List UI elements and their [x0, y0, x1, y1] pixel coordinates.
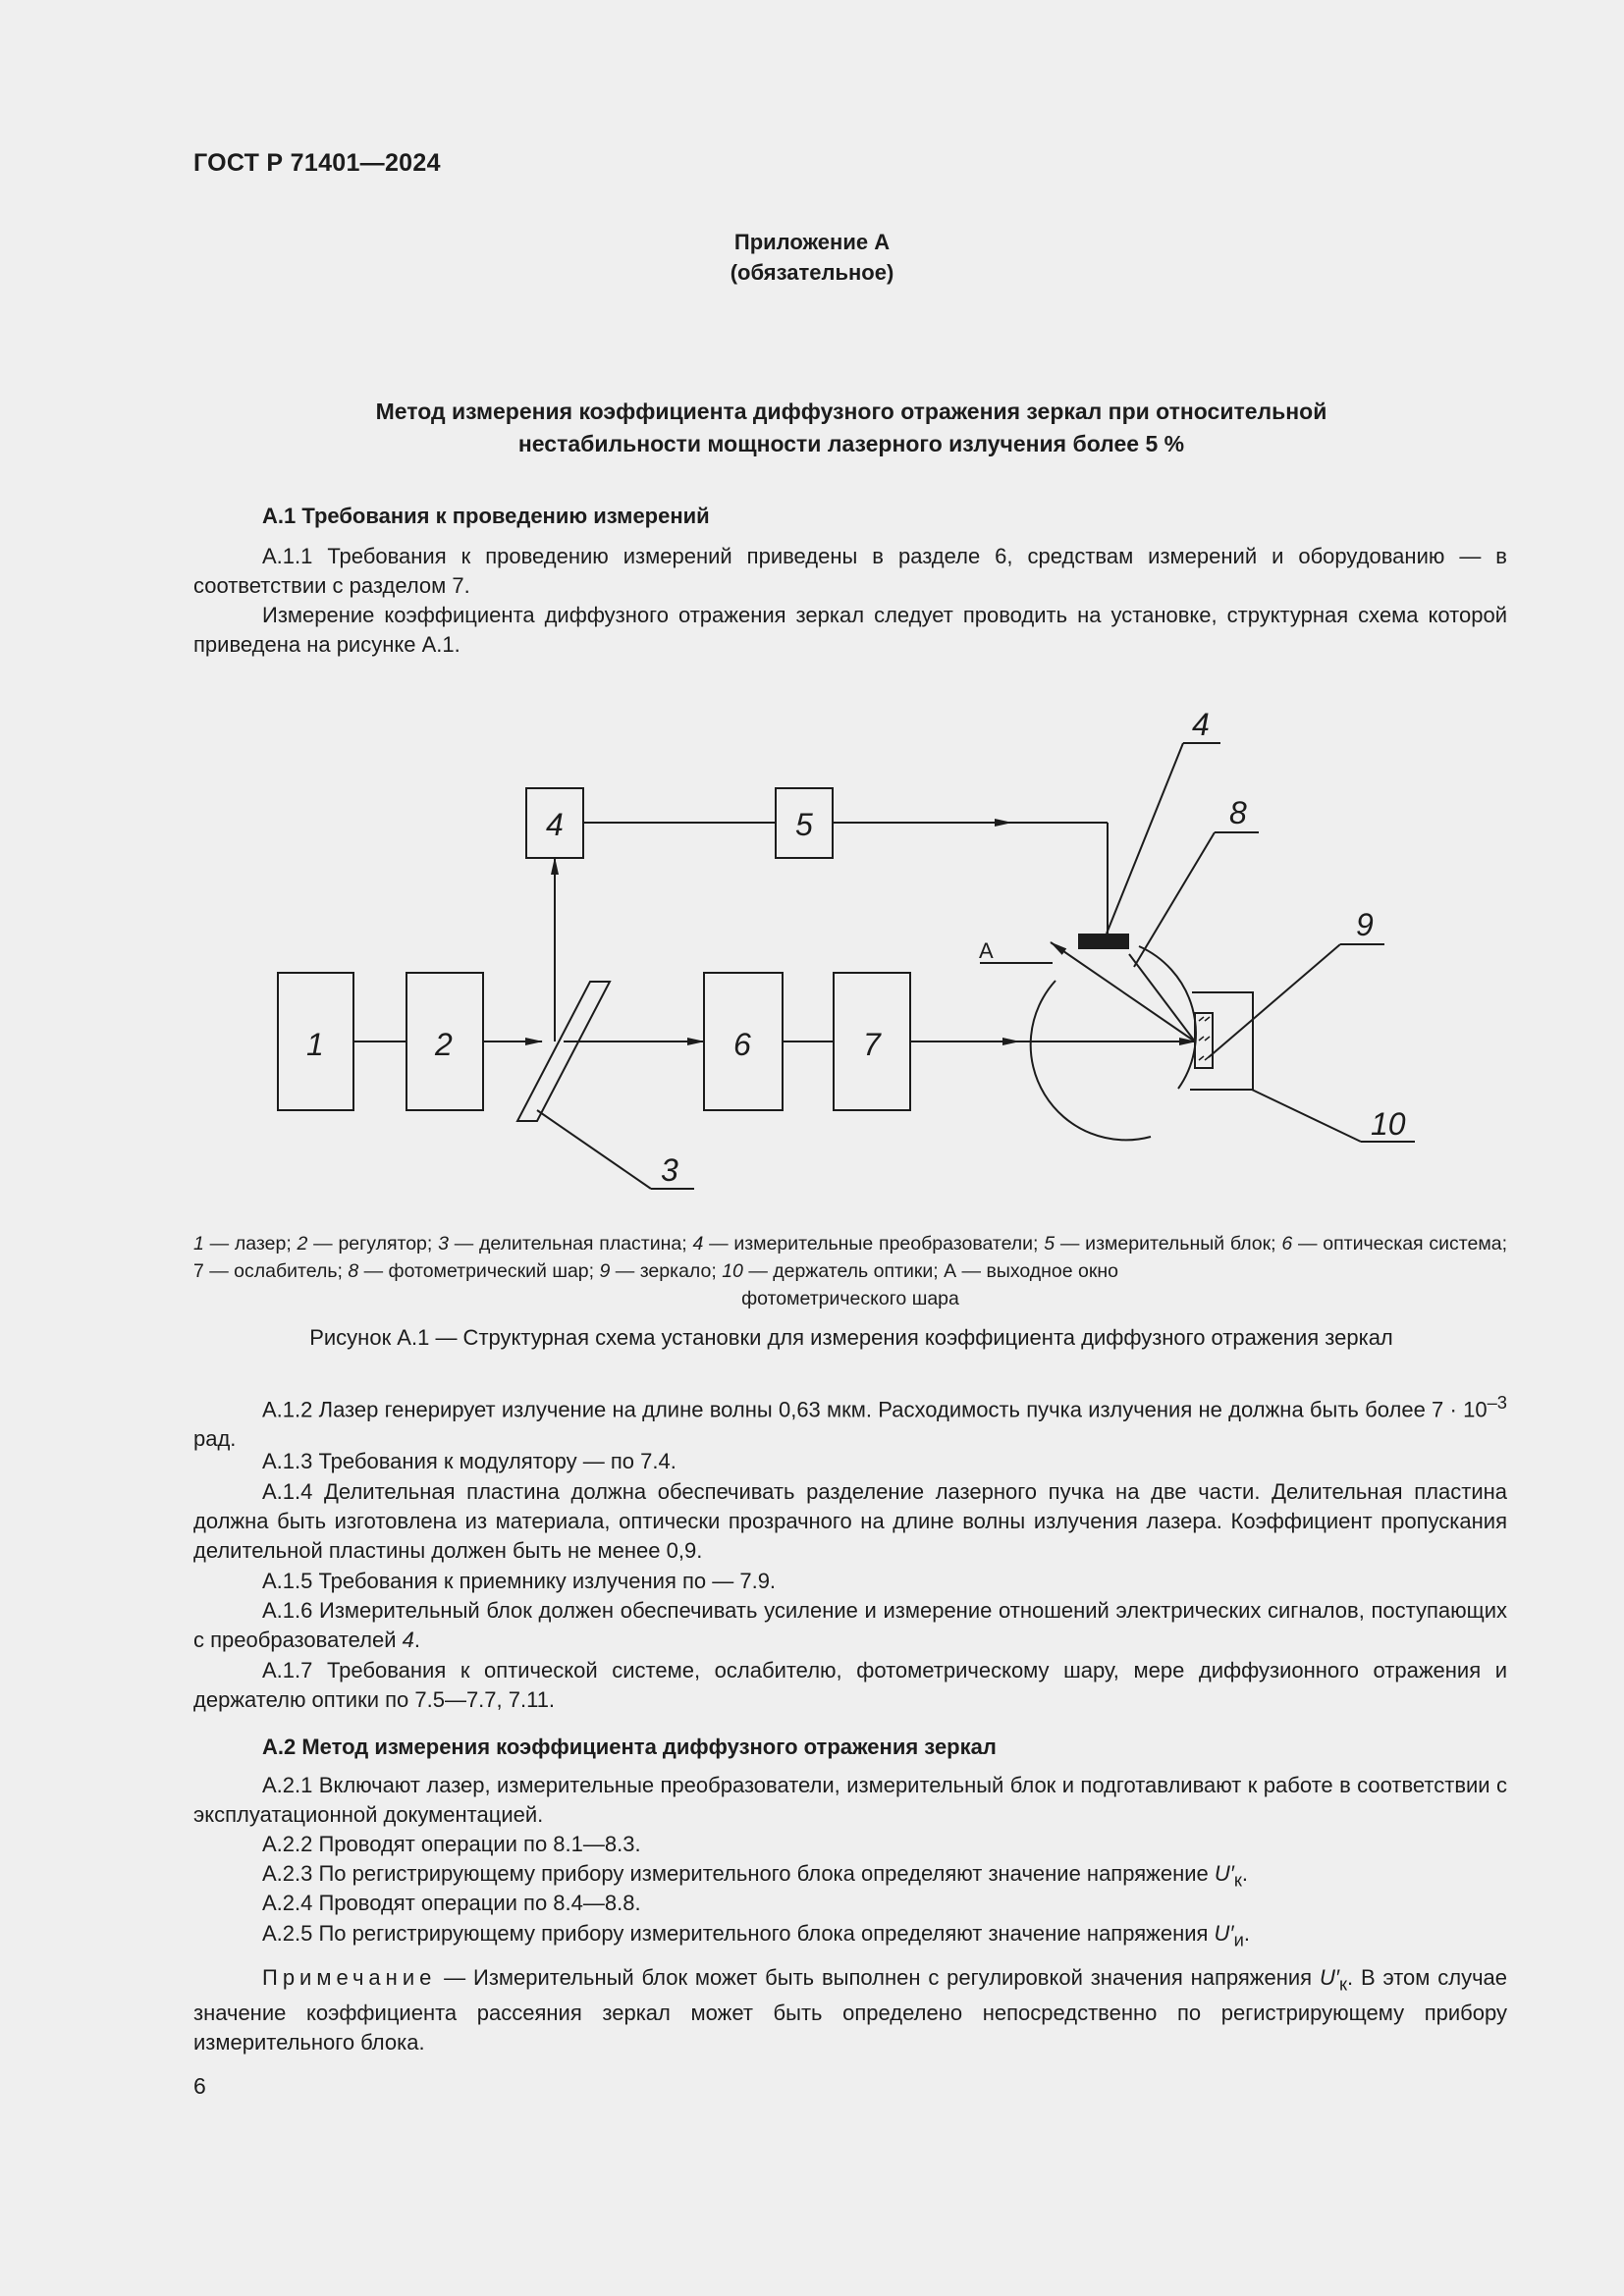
standard-number: ГОСТ Р 71401—2024 — [193, 149, 441, 177]
figure-legend: 1 — лазер; 2 — регулятор; 3 — делительная пластина; 4 — измерительные преобразователи; 5 — измерительный блок; 6 — оптическая система; 7 — ослабитель; 8 — фотометрический шар; 9 — зеркало; 10 — держатель оптики; А — выходное окно фотометрического шара — [193, 1230, 1507, 1312]
optics-holder — [1190, 992, 1253, 1090]
label-9: 9 — [1356, 907, 1374, 942]
label-1: 1 — [306, 1027, 324, 1062]
label-6: 6 — [733, 1027, 751, 1062]
label-4-converter: 4 — [1192, 707, 1210, 742]
figure-title: Рисунок А.1 — Структурная схема установки для измерения коэффициента диффузного отражения зеркал — [309, 1325, 1393, 1350]
paragraph-a25: А.2.5 По регистрирующему прибору измерительного блока определяют значение напряжения $U'_и$. — [262, 1921, 1250, 1950]
paragraph-a17: А.1.7 Требования к оптической системе, ослабителю, фотометрическому шару, мере диффузионного отражения и держателю оптики по 7.5—7.7, 7.11. — [193, 1658, 1507, 1712]
paragraph-a15: А.1.5 Требования к приемнику излучения по — 7.9. — [262, 1569, 777, 1593]
label-window-a: А — [979, 938, 994, 963]
paragraph-a11: А.1.1 Требования к проведению измерений приведены в разделе 6, средствам измерений и оборудованию — в соответствии с разделом 7. — [193, 544, 1507, 598]
measuring-converter — [1078, 934, 1129, 949]
label-5: 5 — [795, 807, 813, 842]
photometric-sphere-upper — [1139, 946, 1196, 1089]
paragraph-a21: А.2.1 Включают лазер, измерительные преобразователи, измерительный блок и подготавливают к работе в соответствии с эксплуатационной документацией. — [193, 1773, 1507, 1827]
paragraph-a13: А.1.3 Требования к модулятору — по 7.4. — [262, 1449, 677, 1473]
mirror — [1195, 1013, 1213, 1068]
paragraph-a12: А.1.2 Лазер генерирует излучение на длине волны 0,63 мкм. Расходимость пучка излучения не должна быть более $7 \cdot 10^{-3}$ рад. — [193, 1392, 1507, 1452]
label-2: 2 — [435, 1027, 453, 1062]
paragraph-a23: А.2.3 По регистрирующему прибору измерительного блока определяют значение напряжение $U'_к$. — [262, 1861, 1249, 1891]
annex-status: (обязательное) — [730, 260, 894, 285]
method-title-line2: нестабильности мощности лазерного излучения более 5 % — [517, 431, 1185, 456]
figure-legend-last-line: фотометрического шара — [741, 1288, 959, 1309]
label-8: 8 — [1229, 795, 1247, 830]
photometric-sphere-lower — [1031, 981, 1151, 1140]
beam-splitter-plate — [517, 982, 610, 1121]
paragraph-a16: А.1.6 Измерительный блок должен обеспечивать усиление и измерение отношений электрических сигналов, поступающих с преобразователей 4. — [193, 1598, 1507, 1652]
section-heading-a1: А.1 Требования к проведению измерений — [262, 504, 710, 528]
paragraph-a11-continued: Измерение коэффициента диффузного отражения зеркал следует проводить на установке, структурная схема которой приведена на рисунке А.1. — [193, 603, 1507, 657]
label-4-block: 4 — [546, 807, 564, 842]
note-label: Примечание — [262, 1965, 437, 1990]
label-3: 3 — [661, 1152, 678, 1188]
paragraph-a22: А.2.2 Проводят операции по 8.1—8.3. — [262, 1832, 641, 1856]
note: Примечание — Измерительный блок может быть выполнен с регулировкой значения напряжения $U'_к$. В этом случае значение коэффициента рассеяния зеркал может быть определено непосредственно по регистрирующему прибору измерительного блока. — [193, 1965, 1508, 2056]
annex-title: Приложение А — [733, 230, 891, 254]
method-title-line1: Метод измерения коэффициента диффузного отражения зеркал при относительной — [375, 399, 1327, 424]
paragraph-a14: А.1.4 Делительная пластина должна обеспечивать разделение лазерного пучка на две части. Делительная пластина должна быть изготовлена из материала, оптически прозрачного на длине волны излучения лазера. Коэффициент пропускания делительной пластины должен быть не менее 0,9. — [193, 1479, 1507, 1563]
paragraph-a24: А.2.4 Проводят операции по 8.4—8.8. — [262, 1891, 641, 1915]
section-heading-a2: А.2 Метод измерения коэффициента диффузного отражения зеркал — [262, 1735, 997, 1759]
label-10: 10 — [1371, 1106, 1406, 1142]
label-7: 7 — [863, 1027, 881, 1062]
page-number: 6 — [193, 2073, 206, 2099]
